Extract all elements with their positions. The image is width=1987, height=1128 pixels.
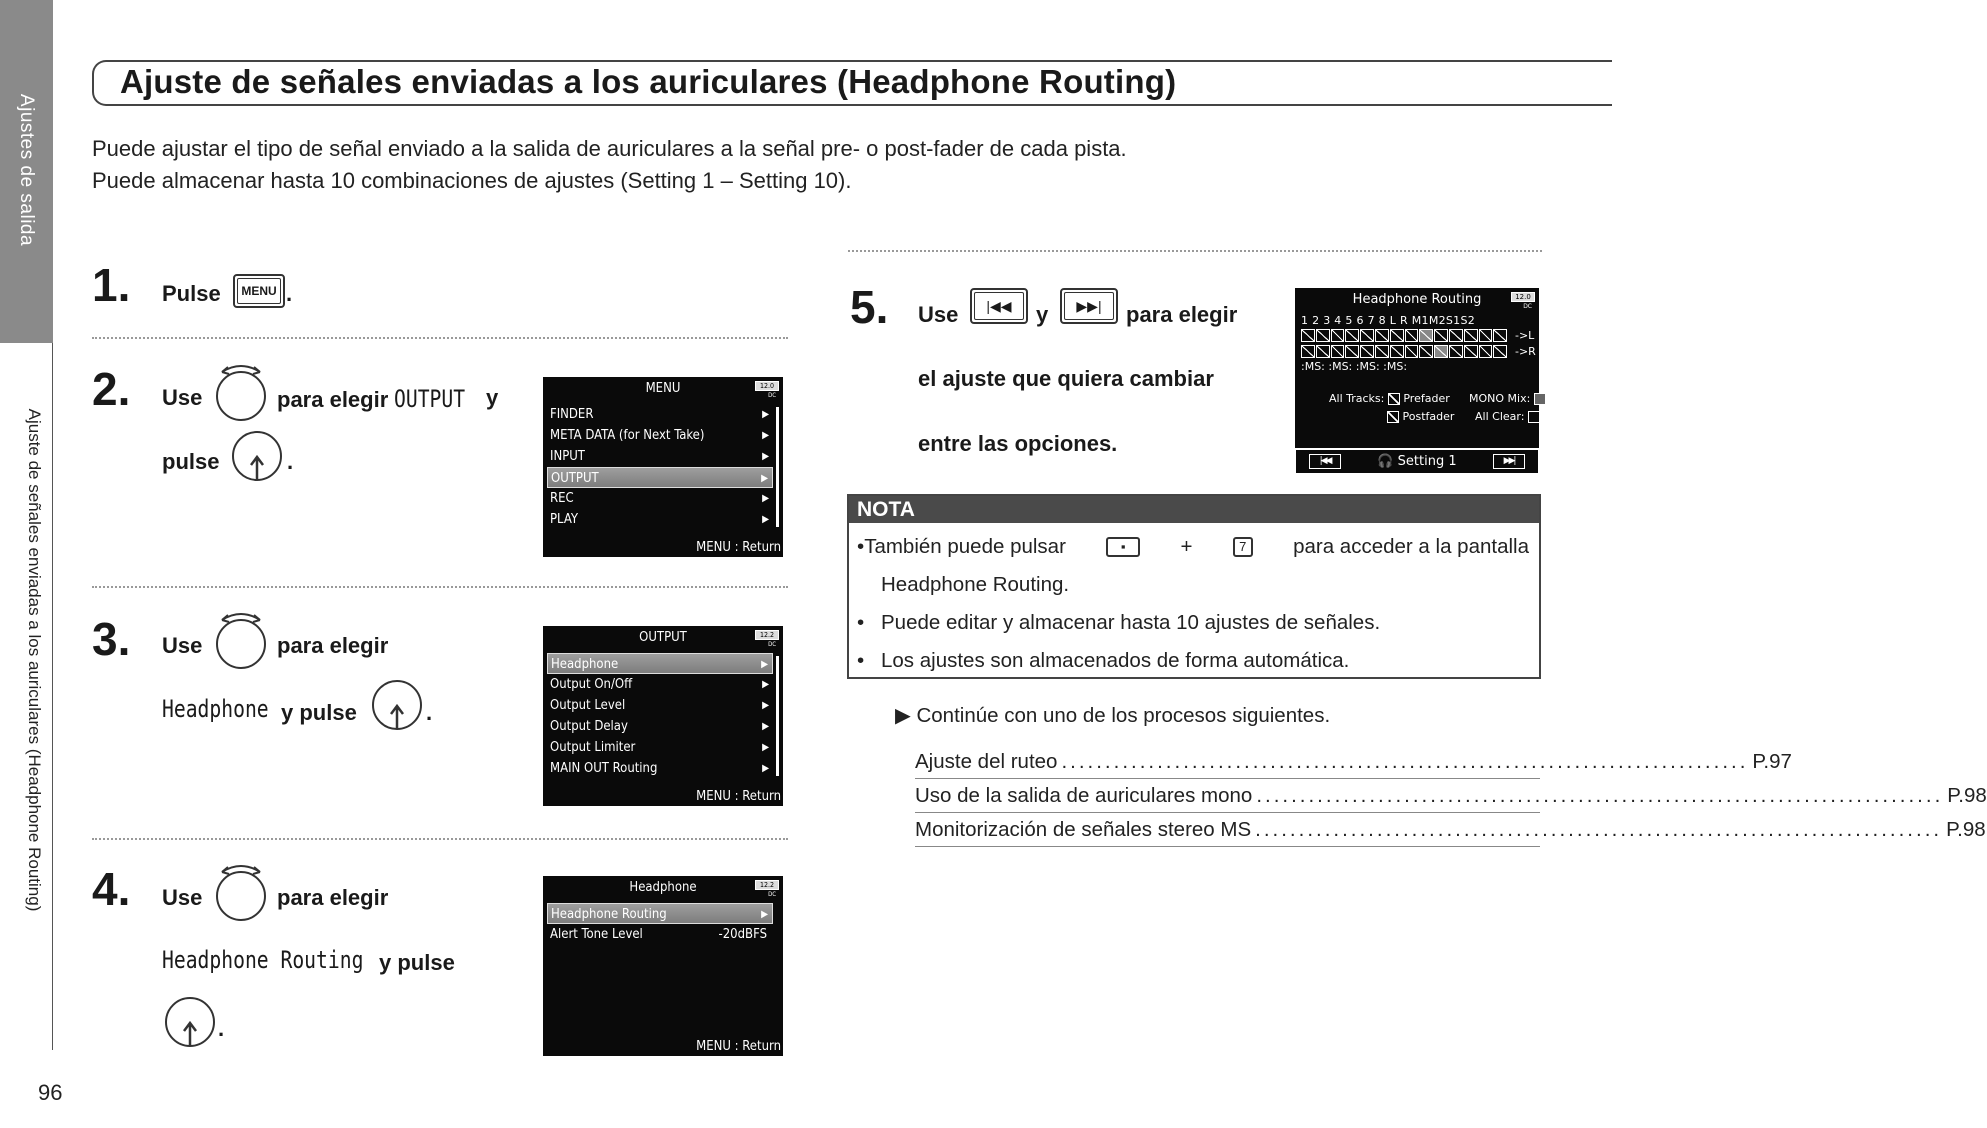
step-3-choose: para elegir bbox=[277, 633, 389, 658]
skip-forward-icon: ▶▶| bbox=[1493, 454, 1525, 469]
intro-line-2: Puede almacenar hasta 10 combinaciones de ajustes (Setting 1 – Setting 10). bbox=[92, 168, 852, 193]
lcd-menu-item: Output Level ▶ bbox=[547, 695, 773, 716]
skip-forward-key-icon: ▶▶| bbox=[1060, 288, 1118, 324]
toc-row[interactable]: Uso de la salida de auriculares mono ............................................................................... P.98 bbox=[915, 779, 1540, 813]
step-2-use: Use bbox=[162, 385, 203, 410]
battery-icon: 12.2 bbox=[755, 880, 779, 890]
mono-mix-legend: MONO Mix: bbox=[1469, 392, 1546, 405]
step-divider bbox=[92, 838, 788, 840]
step-3-item: Headphone bbox=[162, 695, 269, 723]
step-divider bbox=[92, 586, 788, 588]
skip-back-icon: |◀◀ bbox=[1309, 454, 1341, 469]
toc-row[interactable]: Monitorización de señales stereo MS ............................................................................... P.98 bbox=[915, 813, 1540, 847]
lcd-title: Headphone Routing bbox=[1352, 292, 1482, 307]
step-3-end: . bbox=[426, 700, 433, 725]
step-2-instruction bbox=[277, 385, 481, 413]
dc-label: DC bbox=[768, 641, 776, 648]
chevron-right-icon: ▶ bbox=[762, 742, 769, 753]
lcd-menu-item-selected: Headphone Routing ▶ bbox=[547, 903, 773, 924]
step-4-instruction bbox=[162, 946, 408, 974]
continue-text: ▶ Continúe con uno de los procesos siguientes. bbox=[895, 704, 1331, 727]
step-2-item: OUTPUT bbox=[394, 385, 466, 413]
nota-box bbox=[847, 494, 1541, 679]
lcd-menu-item: Output Delay ▶ bbox=[547, 716, 773, 737]
stop-key-icon: ▪ bbox=[1106, 537, 1140, 557]
lcd-menu-item: FINDER ▶ bbox=[547, 404, 773, 425]
step-4-use: Use bbox=[162, 885, 203, 910]
ms-row: :MS: :MS: :MS: :MS: bbox=[1301, 360, 1408, 373]
lcd-menu-item: PLAY ▶ bbox=[547, 509, 773, 530]
chevron-right-icon: ▶ bbox=[762, 679, 769, 690]
step-5-use: Use bbox=[918, 302, 959, 327]
nota-heading: NOTA bbox=[849, 496, 1539, 523]
alert-level-value: -20dBFS bbox=[718, 927, 767, 942]
battery-icon: 12.0 bbox=[1511, 292, 1535, 302]
nota-item-3: • Los ajustes son almacenados de forma automática. bbox=[857, 649, 1350, 672]
lcd-menu-item: INPUT ▶ bbox=[547, 446, 773, 467]
lcd-footer: MENU : Return bbox=[696, 1039, 781, 1054]
lcd-menu-item: REC ▶ bbox=[547, 488, 773, 509]
lcd-menu-item: Alert Tone Level -20dBFS bbox=[547, 924, 773, 945]
lcd-title: Headphone bbox=[629, 880, 697, 895]
step-2-y: y bbox=[486, 385, 499, 410]
routing-grid-right bbox=[1301, 345, 1507, 358]
chevron-right-icon: ▶ bbox=[762, 721, 769, 732]
step-2-press: pulse bbox=[162, 449, 220, 474]
step-1-number: 1. bbox=[92, 259, 131, 311]
lcd-headphone-screen bbox=[543, 876, 783, 1056]
step-2-choose: para elegir bbox=[277, 387, 389, 412]
chevron-right-icon: ▶ bbox=[762, 763, 769, 774]
lcd-menu-screen bbox=[543, 377, 783, 557]
step-5-line-3: entre las opciones. bbox=[918, 431, 1118, 456]
lcd-title: OUTPUT bbox=[639, 630, 687, 645]
chevron-right-icon: ▶ bbox=[762, 493, 769, 504]
step-divider bbox=[848, 250, 1542, 252]
press-dial-icon bbox=[371, 677, 423, 733]
lcd-title: MENU bbox=[645, 381, 681, 396]
postfader-legend: Postfader bbox=[1387, 410, 1454, 423]
mono-mix-box-icon bbox=[1534, 393, 1546, 405]
intro-line-1: Puede ajustar el tipo de señal enviado a la salida de auriculares a la señal pre- o post-fader de cada pista. bbox=[92, 136, 1127, 161]
lcd-footer: MENU : Return bbox=[696, 540, 781, 555]
all-clear-legend: All Clear: bbox=[1475, 410, 1540, 423]
skip-back-key-icon: |◀◀ bbox=[970, 288, 1028, 324]
lcd-routing-screen bbox=[1295, 288, 1539, 474]
dial-icon bbox=[214, 360, 268, 422]
toc-row[interactable]: Ajuste del ruteo ............................................................................... P.97 bbox=[915, 745, 1540, 779]
routing-footer bbox=[1295, 448, 1539, 474]
step-4-item: Headphone Routing bbox=[162, 946, 364, 974]
page-number: 96 bbox=[38, 1080, 63, 1105]
lcd-menu-item: META DATA (for Next Take) ▶ bbox=[547, 425, 773, 446]
dc-label: DC bbox=[1523, 303, 1532, 310]
chevron-right-icon: ▶ bbox=[762, 409, 769, 420]
lcd-menu-item: Output On/Off ▶ bbox=[547, 674, 773, 695]
step-5-y: y bbox=[1036, 302, 1049, 327]
right-channel-label: ->R bbox=[1515, 345, 1536, 358]
page-title: Ajuste de señales enviadas a los auriculares (Headphone Routing) bbox=[120, 63, 1177, 100]
menu-key-icon: MENU bbox=[233, 274, 285, 308]
routing-grid-left bbox=[1301, 329, 1507, 342]
sidebar-tab-label: Ajustes de salida bbox=[16, 93, 37, 247]
sidebar-section-label: Ajuste de señales enviadas a los auriculares (Headphone Routing) bbox=[25, 408, 44, 912]
intro-text bbox=[92, 133, 1127, 197]
all-clear-box-icon bbox=[1528, 411, 1540, 423]
step-3-use: Use bbox=[162, 633, 203, 658]
dial-icon bbox=[214, 608, 268, 670]
chevron-right-icon: ▶ bbox=[762, 514, 769, 525]
step-4-end: . bbox=[218, 1016, 225, 1041]
prefader-box-icon bbox=[1388, 393, 1400, 405]
step-1-text: Pulse bbox=[162, 281, 221, 306]
lcd-menu-item-selected: OUTPUT ▶ bbox=[547, 467, 773, 488]
chevron-right-icon: ▶ bbox=[762, 700, 769, 711]
lcd-scrollbar bbox=[776, 407, 779, 527]
press-dial-icon bbox=[164, 994, 216, 1050]
lcd-menu-item-selected: Headphone ▶ bbox=[547, 653, 773, 674]
left-channel-label: ->L bbox=[1515, 329, 1535, 342]
step-2-number: 2. bbox=[92, 363, 131, 415]
press-dial-icon bbox=[231, 428, 283, 484]
step-3-instruction bbox=[162, 695, 274, 723]
chevron-right-icon: ▶ bbox=[762, 430, 769, 441]
step-1-end: . bbox=[286, 281, 293, 306]
step-3-number: 3. bbox=[92, 613, 131, 665]
step-divider bbox=[92, 337, 788, 339]
chevron-right-icon: ▶ bbox=[761, 659, 768, 670]
chevron-right-icon: ▶ bbox=[762, 451, 769, 462]
battery-icon: 12.0 bbox=[755, 381, 779, 391]
dial-icon bbox=[214, 860, 268, 922]
lcd-menu-item: Output Limiter ▶ bbox=[547, 737, 773, 758]
all-tracks-prefader: All Tracks: Prefader bbox=[1329, 392, 1450, 405]
step-4-number: 4. bbox=[92, 863, 131, 915]
battery-icon: 12.2 bbox=[755, 630, 779, 640]
nota-item-1: •También puede pulsar ▪ + 7 para acceder a la pantalla Headphone Routing. bbox=[857, 535, 1529, 596]
key-7-icon: 7 bbox=[1233, 537, 1253, 557]
step-3-press: y pulse bbox=[281, 700, 357, 725]
lcd-menu-item: MAIN OUT Routing ▶ bbox=[547, 758, 773, 779]
lcd-footer: MENU : Return bbox=[696, 789, 781, 804]
track-numbers: 1 2 3 4 5 6 7 8 L R M1M2S1S2 bbox=[1301, 314, 1476, 327]
step-4-press: y pulse bbox=[379, 950, 455, 975]
step-2-end: . bbox=[287, 449, 294, 474]
chevron-right-icon: ▶ bbox=[761, 909, 768, 920]
setting-label: 🎧 Setting 1 bbox=[1377, 454, 1457, 469]
step-5-line-2: el ajuste que quiera cambiar bbox=[918, 366, 1214, 391]
chevron-right-icon: ▶ bbox=[761, 473, 768, 484]
sidebar-divider bbox=[52, 343, 53, 1050]
nota-item-2: • Puede editar y almacenar hasta 10 ajustes de señales. bbox=[857, 611, 1381, 634]
dc-label: DC bbox=[768, 392, 776, 399]
lcd-output-screen bbox=[543, 626, 783, 806]
step-5-number: 5. bbox=[850, 281, 889, 333]
step-5-line-1: para elegir bbox=[1126, 302, 1238, 327]
dc-label: DC bbox=[768, 891, 776, 898]
postfader-box-icon bbox=[1387, 411, 1399, 423]
lcd-scrollbar bbox=[776, 656, 779, 776]
step-4-choose: para elegir bbox=[277, 885, 389, 910]
